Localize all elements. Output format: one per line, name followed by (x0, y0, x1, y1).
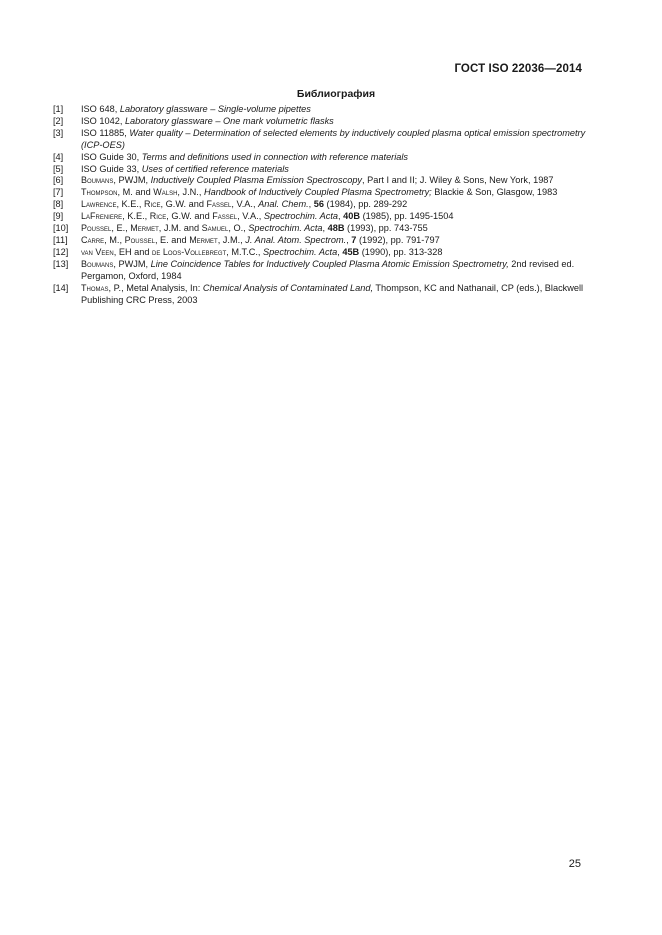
author-name: Poussel (124, 234, 155, 245)
bibliography-entry (53, 223, 593, 235)
citation-text: (1992), pp. 791-797 (356, 234, 440, 245)
bibliography-entry (53, 128, 593, 152)
author-name: Mermet (130, 223, 159, 234)
entry-text (81, 223, 593, 235)
author-name: Samuel (201, 223, 229, 234)
work-title: Spectrochim. Acta (248, 223, 323, 234)
citation-text: , V.A., (231, 199, 259, 210)
citation-text: , (308, 199, 314, 210)
entry-number: [4] (53, 151, 64, 162)
entry-text (81, 235, 593, 247)
entry-number: [5] (53, 163, 64, 174)
author-name: de Loos-Vollebregt (152, 246, 227, 257)
citation-text: , J.N., (177, 187, 204, 198)
author-name: Rice (149, 211, 167, 222)
author-name: Fassel (206, 199, 232, 210)
author-name: Boumans (81, 175, 114, 186)
entry-text (81, 247, 593, 259)
citation-text: , J.M. and (158, 223, 202, 234)
work-title: Laboratory glassware – One mark volumetric flasks (124, 115, 334, 126)
work-title: Water quality – Determination of selected elements by inductively coupled plasma optical emission spectrometry (ICP-OES) (81, 127, 586, 150)
citation-text: (1984), pp. 289-292 (324, 199, 408, 210)
citation-text: , O., (228, 223, 249, 234)
entry-number: [11] (53, 234, 68, 245)
author-name: LaFreniere (81, 211, 123, 222)
work-title: Uses of certified reference materials (141, 163, 289, 174)
work-title: Inductively Coupled Plasma Emission Spectroscopy (150, 175, 363, 186)
bibliography-list (53, 104, 593, 306)
citation-text: , M., (104, 234, 125, 245)
citation-text: , (346, 234, 352, 245)
author-name: Thomas (81, 282, 109, 293)
bibliography-entry (53, 116, 593, 128)
citation-text: , K.E., (122, 211, 150, 222)
work-title: Terms and definitions used in connection with reference materials (141, 151, 409, 162)
author-name: Boumans (81, 258, 114, 269)
citation-text: , M.T.C., (226, 246, 263, 257)
work-title: Spectrochim. Acta (263, 211, 339, 222)
bibliography-entry (53, 235, 593, 247)
author-name: Lawrence (81, 199, 117, 210)
entry-text (81, 175, 593, 187)
citation-text: , Part I and II; J. Wiley & Sons, New York, 1987 (362, 175, 554, 186)
entry-text (81, 152, 593, 164)
work-title: Laboratory glassware – Single-volume pipettes (119, 104, 311, 114)
citation-text: (1993), pp. 743-755 (344, 223, 428, 234)
citation-text: ISO 11885, (81, 127, 130, 138)
author-name: van Veen (81, 246, 114, 257)
work-title: Line Coincidence Tables for Inductively Coupled Plasma Atomic Emission Spectrometry, (150, 258, 509, 269)
entry-number: [10] (53, 223, 69, 234)
entry-text (81, 199, 593, 211)
bibliography-entry (53, 187, 593, 199)
bibliography-entry (53, 283, 593, 307)
author-name: Fassel (212, 211, 238, 222)
citation-text: , (338, 211, 344, 222)
work-title: J. Anal. Atom. Spectrom. (245, 234, 347, 245)
volume-number: 45B (342, 246, 360, 257)
bibliography-entry (53, 104, 593, 116)
volume-number: 56 (313, 199, 324, 210)
entry-number: [7] (53, 187, 64, 198)
citation-text: , K.E., (116, 199, 145, 210)
citation-text: , (337, 246, 343, 257)
volume-number: 40B (343, 211, 361, 222)
bibliography-entry (53, 259, 593, 283)
citation-text: 2nd revised ed. Pergamon, Oxford, 1984 (81, 258, 575, 281)
work-title: Handbook of Inductively Coupled Plasma Spectrometry; (203, 187, 432, 198)
entry-number: [9] (53, 211, 64, 222)
volume-number: 7 (351, 234, 357, 245)
citation-text: , M. and (117, 187, 154, 198)
citation-text: Thompson, KC and Nathanail, CP (eds.), Blackwell Publishing CRC Press, 2003 (81, 282, 584, 305)
citation-text: ISO 648, (81, 104, 120, 114)
work-title: Chemical Analysis of Contaminated Land, (202, 282, 374, 293)
section-title: Библиография (296, 88, 376, 100)
bibliography-entry (53, 175, 593, 187)
citation-text: (1985), pp. 1495-1504 (360, 211, 454, 222)
bibliography-entry (53, 211, 593, 223)
work-title: Anal. Chem. (258, 199, 309, 210)
entry-text (81, 104, 593, 116)
entry-number: [2] (53, 115, 64, 126)
entry-text (81, 128, 593, 152)
author-name: Mermet (189, 234, 218, 245)
work-title: Spectrochim. Acta (263, 246, 338, 257)
citation-text: ISO Guide 33, (81, 163, 142, 174)
entry-number: [13] (53, 258, 69, 269)
citation-text: , EH and (113, 246, 153, 257)
author-name: Rice (144, 199, 161, 210)
citation-text: , PWJM, (113, 175, 151, 186)
entry-text (81, 164, 593, 176)
document-id-header: ГОСТ ISO 22036—2014 (454, 63, 582, 75)
entry-text (81, 211, 593, 223)
citation-text: , E. and (154, 234, 190, 245)
citation-text: , E., (111, 223, 131, 234)
entry-text (81, 259, 593, 283)
citation-text: , V.A., (237, 211, 264, 222)
page-number: 25 (568, 858, 581, 870)
citation-text: ISO 1042, (81, 115, 125, 126)
citation-text: , P., Metal Analysis, In: (108, 282, 203, 293)
citation-text: , G.W. and (166, 211, 213, 222)
bibliography-entry (53, 164, 593, 176)
entry-text (81, 283, 593, 307)
entry-text (81, 116, 593, 128)
citation-text: , G.W. and (160, 199, 207, 210)
entry-number: [6] (53, 175, 64, 186)
bibliography-entry (53, 247, 593, 259)
entry-text (81, 187, 593, 199)
bibliography-entry (53, 152, 593, 164)
entry-number: [8] (53, 199, 64, 210)
citation-text: , J.M., (217, 234, 246, 245)
author-name: Thompson (81, 187, 118, 198)
entry-number: [1] (53, 104, 64, 114)
citation-text: , (322, 223, 328, 234)
entry-number: [12] (53, 246, 69, 257)
author-name: Carre (81, 234, 105, 245)
entry-number: [3] (53, 127, 64, 138)
author-name: Walsh (153, 187, 178, 198)
citation-text: (1990), pp. 313-328 (359, 246, 443, 257)
citation-text: ISO Guide 30, (81, 151, 142, 162)
volume-number: 48B (327, 223, 345, 234)
bibliography-entry (53, 199, 593, 211)
citation-text: Blackie & Son, Glasgow, 1983 (431, 187, 558, 198)
author-name: Poussel (81, 223, 112, 234)
entry-number: [14] (53, 282, 69, 293)
citation-text: , PWJM, (113, 258, 151, 269)
